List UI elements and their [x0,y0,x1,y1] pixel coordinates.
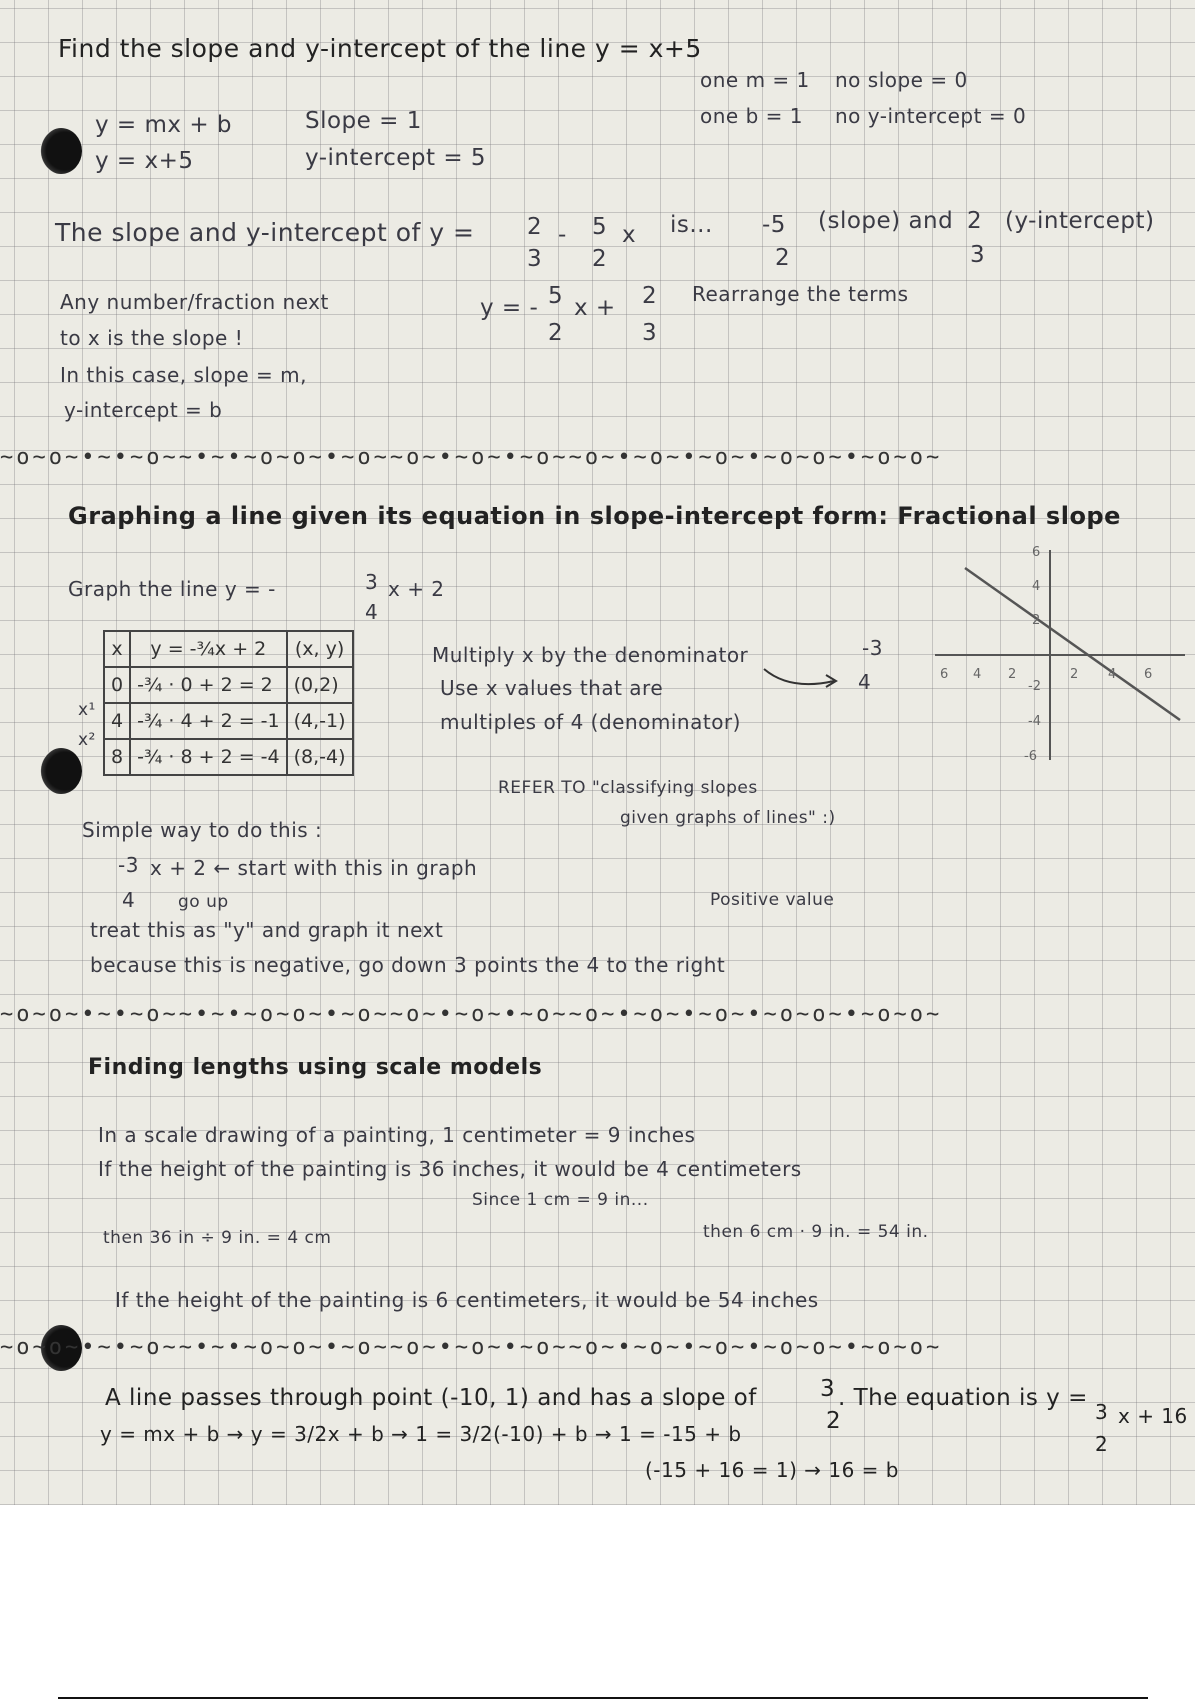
graph-problem-lead: Graph the line y = - [68,577,276,601]
rearranged-mid: x + [574,295,616,321]
multiply-frac-num: -3 [862,636,883,660]
ans-slope-num: -5 [762,212,786,238]
curved-arrow-icon [760,665,840,695]
ans-int-label: (y-intercept) [1005,208,1155,234]
table-cell: 0 [104,667,130,703]
x-tick-label: 2 [1070,667,1079,682]
positive-value-note: Positive value [710,890,835,910]
step-expression: x + 2 ← start with this in graph [150,856,478,880]
frac2-num: 5 [592,214,608,240]
x-tick-label: 4 [973,667,982,682]
table-cell: 4 [104,703,130,739]
values-table [103,630,354,776]
line-eq-den: 2 [1095,1432,1109,1456]
line-work-1: y = mx + b → y = 3/2x + b → 1 = 3/2(-10) + b → 1 = -15 + b [100,1422,742,1446]
y-tick-label: 6 [1032,545,1041,560]
divider: ~o~o~•~•~o~~•~•~o~o~•~o~~o~•~o~•~o~~o~•~o~•~o~•~o~o~•~o~o~ [0,1002,943,1022]
note-line-4: y-intercept = b [64,398,223,422]
problem-1: Find the slope and y-intercept of the line y = x+5 [58,34,702,63]
frac1-den: 3 [527,246,543,272]
table-cell: -¾ · 8 + 2 = -4 [130,739,287,775]
graphed-line [965,568,1180,720]
table-cell: -¾ · 4 + 2 = -1 [130,703,287,739]
frac1-num: 2 [527,214,543,240]
note-no-slope: no slope = 0 [835,68,968,92]
intercept-answer: y-intercept = 5 [305,145,487,171]
divider: ~o~o~•~•~o~~•~•~o~o~•~o~~o~•~o~•~o~~o~•~o~•~o~•~o~o~•~o~o~ [0,445,943,465]
ans-int-den: 3 [970,242,986,268]
since-note: Since 1 cm = 9 in... [472,1190,649,1210]
section-heading-graphing: Graphing a line given its equation in slope-intercept form: Fractional slope [68,502,1121,530]
multiply-frac-den: 4 [858,670,872,694]
table-cell: (4,-1) [287,703,353,739]
because-note: because this is negative, go down 3 points the 4 to the right [90,953,726,977]
x-tick-label: 6 [940,667,949,682]
ans-slope-label: (slope) and [818,208,954,234]
is-text: is... [670,212,713,238]
coordinate-graph [930,540,1190,770]
x-var: x [622,222,637,248]
y-tick-label: -2 [1028,679,1041,694]
frac2-den: 2 [592,246,608,272]
rearranged-lead: y = - [480,295,539,321]
table-cell: (0,2) [287,667,353,703]
simple-way: Simple way to do this : [82,818,323,842]
refer-note-1: REFER TO "classifying slopes [498,778,758,798]
calc-2: then 6 cm · 9 in. = 54 in. [703,1222,929,1242]
slope-answer: Slope = 1 [305,108,422,134]
ans-slope-den: 2 [775,245,791,271]
table-cell: 8 [104,739,130,775]
table-row [104,667,353,703]
minus-sign: - [558,222,567,248]
note-line-2: to x is the slope ! [60,326,244,350]
line-work-2: (-15 + 16 = 1) → 16 = b [645,1458,899,1482]
multiply-note-1: Multiply x by the denominator [432,643,749,667]
line-slope-den: 2 [826,1408,842,1434]
binder-hole [40,128,82,174]
y-tick-label: 2 [1032,613,1041,628]
binder-hole [40,748,82,794]
scale-line-1: In a scale drawing of a painting, 1 centimeter = 9 inches [98,1123,696,1147]
x-tick-label: 4 [1108,667,1117,682]
rearranged-num: 5 [548,283,564,309]
side-mark: x¹ [78,700,96,720]
y-tick-label: -4 [1028,714,1041,729]
table-header-row [104,631,353,667]
y-tick-label: -6 [1024,749,1037,764]
problem-2-lead: The slope and y-intercept of y = [55,218,475,247]
step-frac-num: -3 [118,853,139,877]
table-row [104,739,353,775]
table-cell: (8,-4) [287,739,353,775]
table-cell: -¾ · 0 + 2 = 2 [130,667,287,703]
line-eq-num: 3 [1095,1400,1109,1424]
rearranged-den: 2 [548,320,564,346]
x-tick-label: 2 [1008,667,1017,682]
scale-line-2: If the height of the painting is 36 inches, it would be 4 centimeters [98,1157,802,1181]
side-mark: x² [78,730,96,750]
rearranged2-den: 3 [642,320,658,346]
go-up-note: go up [178,892,229,912]
step-frac-den: 4 [122,888,136,912]
rearrange-note: Rearrange the terms [692,282,909,306]
graph-problem-tail: x + 2 [388,577,445,601]
table-row [104,703,353,739]
note-line-1: Any number/fraction next [60,290,329,314]
note-b: one b = 1 [700,104,803,128]
table-header: y = -¾x + 2 [130,631,287,667]
equation: y = x+5 [95,148,194,174]
table-header: x [104,631,130,667]
treat-note: treat this as "y" and graph it next [90,918,444,942]
page-bottom-rule [58,1697,1148,1699]
refer-note-2: given graphs of lines" :) [620,808,836,828]
line-problem-a: A line passes through point (-10, 1) and has a slope of [105,1385,757,1411]
graph-problem-num: 3 [365,570,379,594]
scale-line-3: If the height of the painting is 6 centimeters, it would be 54 inches [115,1288,819,1312]
y-tick-label: 4 [1032,579,1041,594]
table-header: (x, y) [287,631,353,667]
multiply-note-2: Use x values that are [440,676,664,700]
section-heading-scale: Finding lengths using scale models [88,1055,543,1080]
general-form: y = mx + b [95,112,233,138]
note-no-intercept: no y-intercept = 0 [835,104,1027,128]
graph-problem-den: 4 [365,600,379,624]
line-slope-num: 3 [820,1376,836,1402]
line-problem-b: . The equation is y = [838,1385,1088,1411]
ans-int-num: 2 [967,208,983,234]
multiply-note-3: multiples of 4 (denominator) [440,710,741,734]
rearranged2-num: 2 [642,283,658,309]
x-tick-label: 6 [1144,667,1153,682]
note-m: one m = 1 [700,68,810,92]
note-line-3: In this case, slope = m, [60,363,307,387]
line-eq-tail: x + 16 [1118,1404,1188,1428]
calc-1: then 36 in ÷ 9 in. = 4 cm [103,1228,332,1248]
divider: ~o~o~•~•~o~~•~•~o~o~•~o~~o~•~o~•~o~~o~•~o~•~o~•~o~o~•~o~o~ [0,1335,943,1355]
